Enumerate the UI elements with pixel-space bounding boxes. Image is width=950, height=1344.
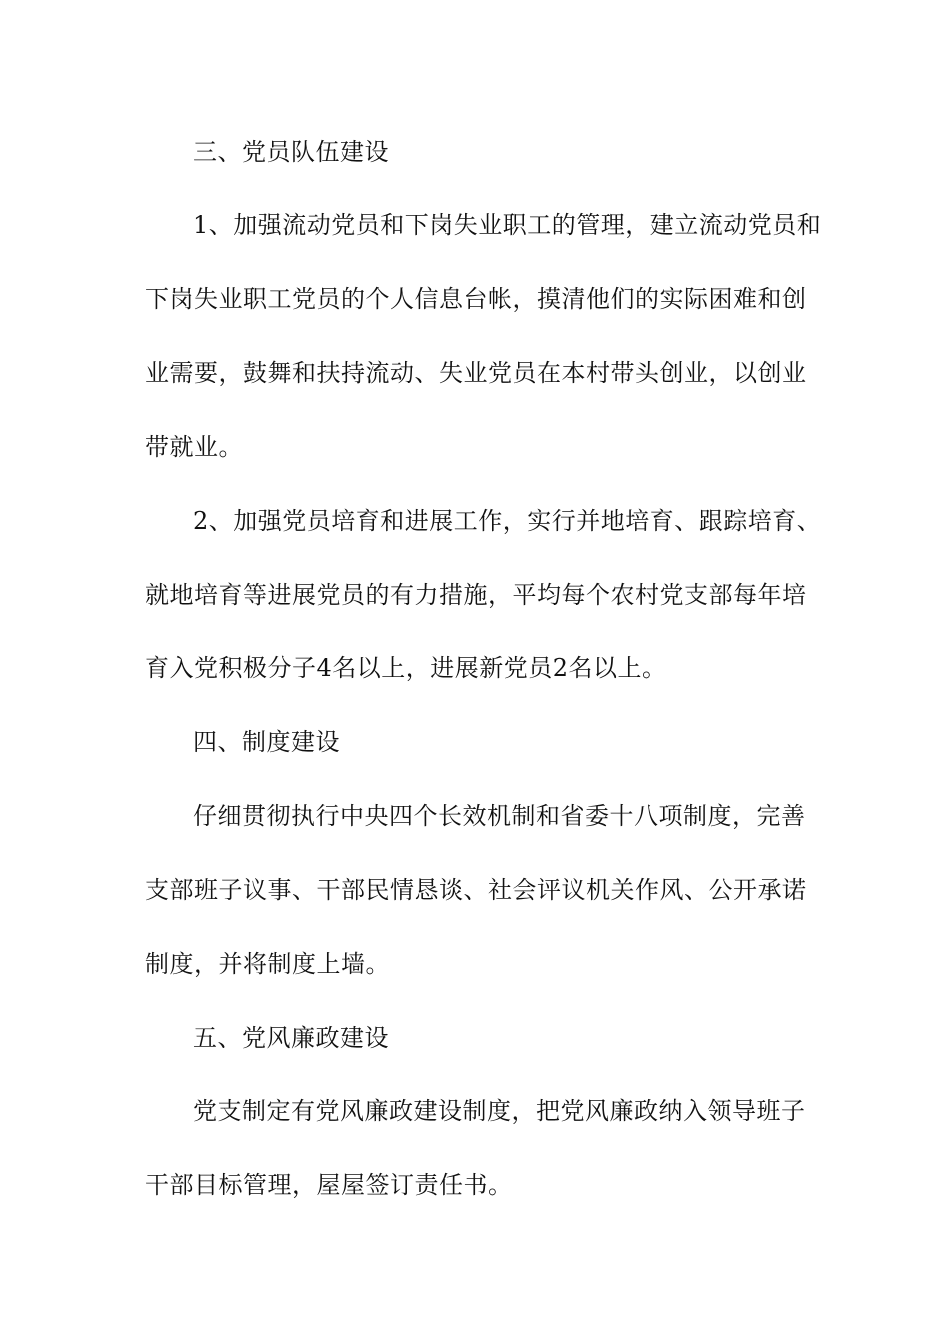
paragraph-line: 就地培育等进展党员的有力措施，平均每个农村党支部每年培	[145, 581, 807, 609]
paragraph-line: 带就业。	[145, 433, 243, 461]
section-heading: 四、制度建设	[193, 728, 340, 756]
paragraph-line: 业需要，鼓舞和扶持流动、失业党员在本村带头创业，以创业	[145, 359, 807, 387]
paragraph-line: 1、加强流动党员和下岗失业职工的管理，建立流动党员和	[193, 211, 822, 239]
paragraph-line: 下岗失业职工党员的个人信息台帐，摸清他们的实际困难和创	[145, 285, 807, 313]
paragraph-line: 制度，并将制度上墙。	[145, 950, 390, 978]
section-heading: 五、党风廉政建设	[193, 1024, 389, 1052]
paragraph-line: 仔细贯彻执行中央四个长效机制和省委十八项制度，完善	[193, 802, 806, 830]
paragraph-line: 支部班子议事、干部民情恳谈、社会评议机关作风、公开承诺	[145, 876, 807, 904]
section-heading: 三、党员队伍建设	[193, 138, 389, 166]
paragraph-line: 育入党积极分子4名以上，进展新党员2名以上。	[145, 654, 667, 682]
paragraph-line: 2、加强党员培育和进展工作，实行并地培育、跟踪培育、	[193, 507, 822, 535]
paragraph-line: 干部目标管理，屋屋签订责任书。	[145, 1171, 513, 1199]
paragraph-line: 党支制定有党风廉政建设制度，把党风廉政纳入领导班子	[193, 1097, 806, 1125]
